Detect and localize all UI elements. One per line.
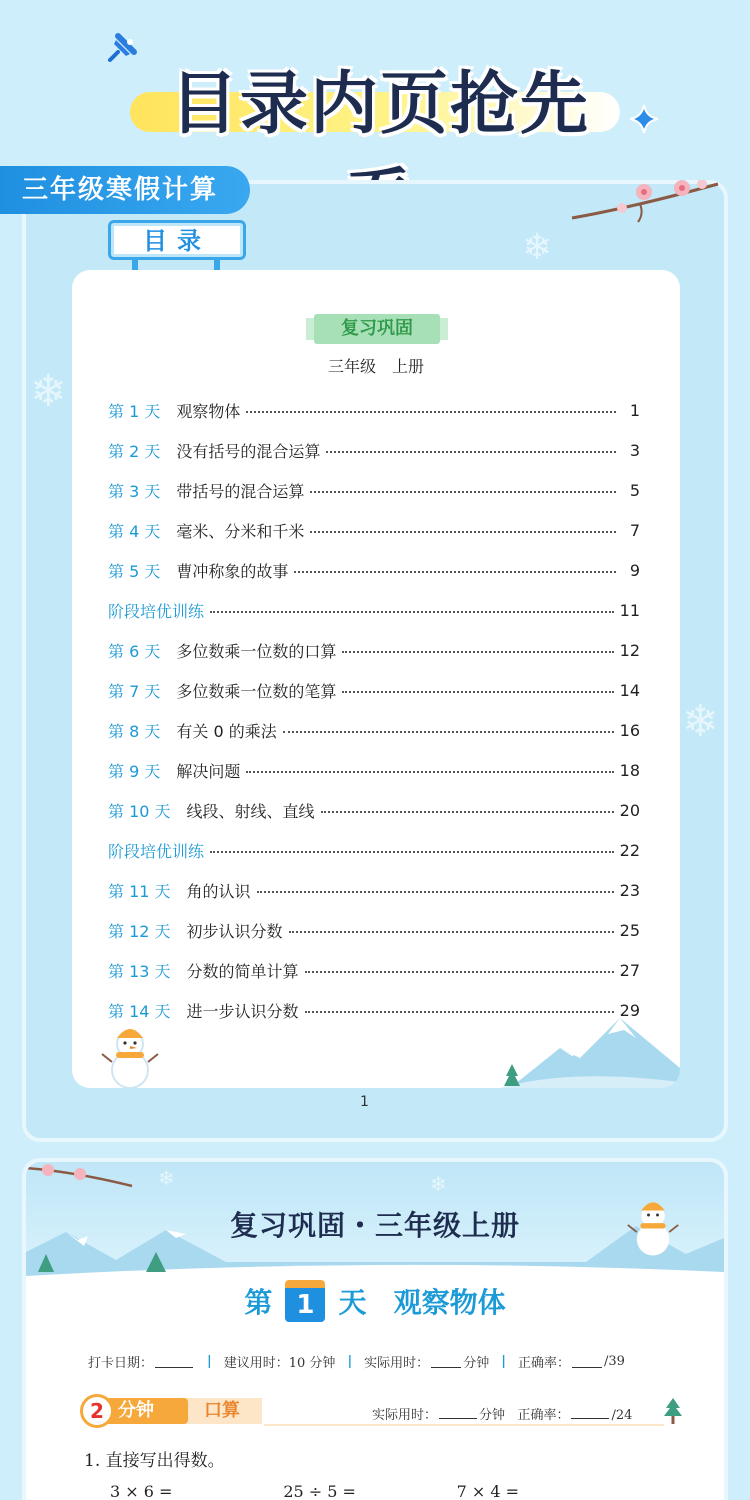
snowflake-icon: ❄ xyxy=(158,1166,175,1190)
toc-day: 第 7 天 xyxy=(108,681,161,701)
lesson-banner xyxy=(26,1162,724,1272)
toc-title: 毫米、分米和千米 xyxy=(176,521,305,541)
snow-mountain-decoration xyxy=(500,1008,680,1088)
toc-day: 第 5 天 xyxy=(108,561,161,581)
toc-entry[interactable] xyxy=(108,670,640,710)
toc-list xyxy=(108,390,640,1030)
toc-title: 多位数乘一位数的笔算 xyxy=(176,681,337,701)
toc-entry[interactable] xyxy=(108,550,640,590)
drill-kind: 口算 xyxy=(204,1400,240,1421)
plum-branch-decoration xyxy=(570,180,720,225)
toc-page-number: 11 xyxy=(619,600,640,620)
checkin-date-field[interactable] xyxy=(155,1356,193,1368)
toc-day: 第 1 天 xyxy=(108,401,161,421)
toc-title: 线段、射线、直线 xyxy=(186,801,315,821)
dot-leader xyxy=(246,411,616,413)
minutes-unit: 分钟 xyxy=(463,1356,490,1371)
toc-day: 第 11 天 xyxy=(108,881,171,901)
section-title: 复习巩固 xyxy=(341,318,413,339)
toc-title: 初步认识分数 xyxy=(186,921,283,941)
toc-sign-label: 目录 xyxy=(143,227,211,255)
alarm-clock-icon xyxy=(80,1394,114,1428)
drill-unit: 分钟 xyxy=(479,1408,506,1423)
dot-leader xyxy=(246,771,613,773)
question-item: 7 × 4 = xyxy=(456,1482,520,1500)
toc-page-number: 9 xyxy=(629,560,640,580)
drill-minutes: 2 xyxy=(90,1399,104,1423)
toc-title: 观察物体 xyxy=(176,401,241,421)
drill-accuracy-field[interactable] xyxy=(571,1407,609,1419)
toc-page-number: 20 xyxy=(619,800,640,820)
sparkle-icon xyxy=(628,103,660,135)
toc-page-number: 7 xyxy=(629,520,640,540)
grade-tab: 三年级寒假计算 xyxy=(0,166,250,214)
toc-entry[interactable] xyxy=(108,750,640,790)
toc-page-number: 29 xyxy=(619,1000,640,1020)
toc-entry[interactable] xyxy=(108,830,640,870)
day-prefix: 第 xyxy=(244,1286,273,1319)
dot-leader xyxy=(342,691,613,693)
question-items xyxy=(110,1482,630,1500)
toc-day: 第 8 天 xyxy=(108,721,161,741)
lesson-banner-title: 复习巩固・三年级上册 xyxy=(229,1209,520,1242)
toc-title: 进一步认识分数 xyxy=(186,1001,299,1021)
accuracy-label: 正确率： xyxy=(517,1356,570,1371)
dot-leader xyxy=(310,531,616,533)
drill-tag xyxy=(78,1394,264,1428)
toc-page-number: 25 xyxy=(619,920,640,940)
toc-day: 第 14 天 xyxy=(108,1001,171,1021)
day-number: 1 xyxy=(296,1290,315,1320)
plum-branch-decoration xyxy=(26,1162,136,1192)
toc-day: 第 6 天 xyxy=(108,641,161,661)
toc-page-number: 16 xyxy=(619,720,640,740)
hero-header xyxy=(0,0,750,160)
drill-minutes-label: 分钟 xyxy=(118,1400,154,1421)
toc-title: 有关 0 的乘法 xyxy=(176,721,277,741)
snowflake-icon: ❄ xyxy=(30,366,67,417)
day-suffix: 天 xyxy=(338,1286,367,1319)
toc-entry[interactable] xyxy=(108,950,640,990)
lesson-meta-row: 打卡日期： | 建议用时：10 分钟 | 实际用时： 分钟 | 正确率： /39 xyxy=(88,1354,625,1371)
toc-entry[interactable] xyxy=(108,710,640,750)
toc-page-number: 12 xyxy=(619,640,640,660)
question-title: 1. 直接写出得数。 xyxy=(84,1451,225,1471)
pushpin-icon xyxy=(100,30,140,70)
toc-sign xyxy=(108,220,246,270)
toc-page-number: 5 xyxy=(629,480,640,500)
toc-page-number: 27 xyxy=(619,960,640,980)
calendar-icon xyxy=(285,1280,325,1322)
pine-tree-icon xyxy=(664,1398,682,1424)
snowman-decoration xyxy=(100,1018,160,1088)
dot-leader xyxy=(294,571,616,573)
toc-title: 曹冲称象的故事 xyxy=(176,561,289,581)
grade-subtitle: 三年级 上册 xyxy=(327,357,424,376)
toc-title: 带括号的混合运算 xyxy=(176,481,305,501)
dot-leader xyxy=(257,891,614,893)
question-item: 25 ÷ 5 = xyxy=(283,1482,356,1500)
accuracy-field[interactable] xyxy=(572,1356,602,1368)
checkin-label: 打卡日期： xyxy=(88,1356,154,1371)
day-heading xyxy=(26,1280,724,1324)
question-item: 3 × 6 = xyxy=(110,1482,173,1500)
toc-entry[interactable] xyxy=(108,430,640,470)
toc-entry[interactable] xyxy=(108,390,640,430)
drill-actual-field[interactable] xyxy=(439,1407,477,1419)
page-number: 1 xyxy=(360,1094,369,1110)
toc-entry[interactable] xyxy=(108,510,640,550)
accuracy-total: /39 xyxy=(603,1354,625,1369)
actual-time-field[interactable] xyxy=(431,1356,461,1368)
toc-day: 第 13 天 xyxy=(108,961,171,981)
dot-leader xyxy=(305,971,614,973)
toc-page-number: 22 xyxy=(619,840,640,860)
dot-leader xyxy=(210,611,614,613)
toc-page-number: 18 xyxy=(619,760,640,780)
snowflake-icon: ❄ xyxy=(522,227,553,268)
actual-time-label: 实际用时： xyxy=(364,1356,430,1371)
toc-page-number: 1 xyxy=(629,400,640,420)
toc-day: 第 9 天 xyxy=(108,761,161,781)
toc-day: 第 3 天 xyxy=(108,481,161,501)
toc-title: 多位数乘一位数的口算 xyxy=(176,641,337,661)
toc-page-number: 23 xyxy=(619,880,640,900)
drill-header xyxy=(78,1394,678,1428)
snowflake-icon: ❄ xyxy=(682,696,719,747)
toc-title: 阶段培优训练 xyxy=(108,601,205,621)
dot-leader xyxy=(342,651,613,653)
dot-leader xyxy=(326,451,616,453)
toc-page xyxy=(72,270,680,1088)
toc-entry[interactable] xyxy=(108,470,640,510)
toc-day: 第 2 天 xyxy=(108,441,161,461)
page-title: 目录内页抢先 xyxy=(169,65,590,144)
drill-accuracy-total: /24 xyxy=(611,1408,633,1423)
lesson-frame xyxy=(22,1158,728,1500)
day-title: 观察物体 xyxy=(393,1286,506,1319)
toc-page-number: 14 xyxy=(619,680,640,700)
section-banner xyxy=(306,314,448,344)
toc-entry[interactable] xyxy=(108,910,640,950)
toc-entry[interactable] xyxy=(108,870,640,910)
toc-day: 第 4 天 xyxy=(108,521,161,541)
drill-meta xyxy=(372,1404,632,1423)
dot-leader xyxy=(310,491,616,493)
toc-day: 第 12 天 xyxy=(108,921,171,941)
snowflake-icon: ❄ xyxy=(430,1172,447,1196)
dot-leader xyxy=(210,851,614,853)
toc-title: 没有括号的混合运算 xyxy=(176,441,321,461)
toc-title: 分数的简单计算 xyxy=(186,961,299,981)
drill-actual-label: 实际用时： xyxy=(372,1408,438,1423)
toc-title: 解决问题 xyxy=(176,761,241,781)
toc-title: 阶段培优训练 xyxy=(108,841,205,861)
toc-entry[interactable] xyxy=(108,790,640,830)
toc-entry[interactable] xyxy=(108,590,640,630)
suggested-time: 建议用时：10 分钟 xyxy=(223,1356,336,1371)
dot-leader xyxy=(321,811,614,813)
toc-page-number: 3 xyxy=(629,440,640,460)
toc-entry[interactable] xyxy=(108,630,640,670)
dot-leader xyxy=(289,931,614,933)
toc-title: 角的认识 xyxy=(186,881,251,901)
toc-day: 第 10 天 xyxy=(108,801,171,821)
dot-leader xyxy=(283,731,614,733)
drill-accuracy-label: 正确率： xyxy=(517,1408,570,1423)
